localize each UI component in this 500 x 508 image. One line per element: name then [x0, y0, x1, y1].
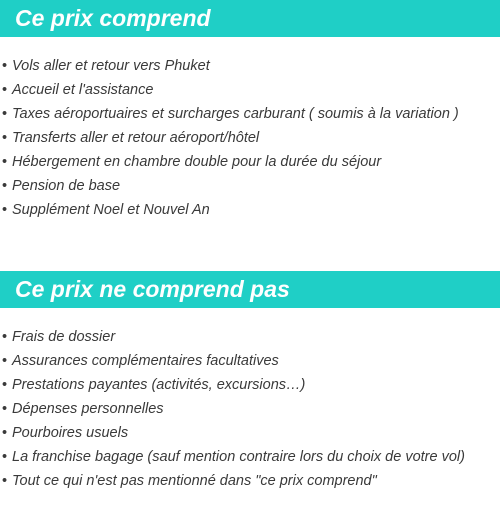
list-item-text: Frais de dossier	[12, 329, 116, 345]
includes-section-title: Ce prix comprend	[0, 0, 500, 37]
list-item-text: Assurances complémentaires facultatives	[12, 353, 279, 369]
list-item-text: Dépenses personnelles	[12, 401, 164, 417]
list-item	[0, 373, 500, 397]
bullet-icon: •	[2, 401, 8, 417]
bullet-icon: •	[2, 449, 8, 465]
list-item	[0, 349, 500, 373]
list-item-text: Pourboires usuels	[12, 425, 129, 441]
list-item-text: Vols aller et retour vers Phuket	[12, 58, 210, 74]
list-item-text: Pension de base	[12, 178, 121, 194]
list-item	[0, 78, 500, 102]
list-item	[0, 126, 500, 150]
list-item	[0, 150, 500, 174]
list-item	[0, 54, 500, 78]
list-item-text: Tout ce qui n'est pas mentionné dans "ce prix comprend"	[12, 473, 377, 489]
bullet-icon: •	[2, 353, 8, 369]
list-item	[0, 445, 500, 469]
list-item-text: Supplément Noel et Nouvel An	[12, 202, 210, 218]
includes-list	[0, 54, 500, 222]
bullet-icon: •	[2, 130, 8, 146]
bullet-icon: •	[2, 425, 8, 441]
bullet-icon: •	[2, 473, 8, 489]
bullet-icon: •	[2, 154, 8, 170]
bullet-icon: •	[2, 106, 8, 122]
bullet-icon: •	[2, 178, 8, 194]
list-item-text: Prestations payantes (activités, excursions…)	[12, 377, 306, 393]
excludes-section-title: Ce prix ne comprend pas	[0, 271, 500, 308]
list-item-text: Transferts aller et retour aéroport/hôtel	[12, 130, 260, 146]
list-item	[0, 325, 500, 349]
bullet-icon: •	[2, 377, 8, 393]
bullet-icon: •	[2, 202, 8, 218]
excludes-list	[0, 325, 500, 493]
list-item-text: Accueil et l'assistance	[12, 82, 154, 98]
list-item-text: Hébergement en chambre double pour la durée du séjour	[12, 154, 382, 170]
list-item	[0, 469, 500, 493]
list-item	[0, 198, 500, 222]
list-item	[0, 174, 500, 198]
list-item	[0, 421, 500, 445]
bullet-icon: •	[2, 82, 8, 98]
bullet-icon: •	[2, 58, 8, 74]
list-item	[0, 102, 500, 126]
list-item-text: Taxes aéroportuaires et surcharges carburant ( soumis à la variation )	[12, 106, 459, 122]
list-item	[0, 397, 500, 421]
bullet-icon: •	[2, 329, 8, 345]
list-item-text: La franchise bagage (sauf mention contraire lors du choix de votre vol)	[12, 449, 465, 465]
